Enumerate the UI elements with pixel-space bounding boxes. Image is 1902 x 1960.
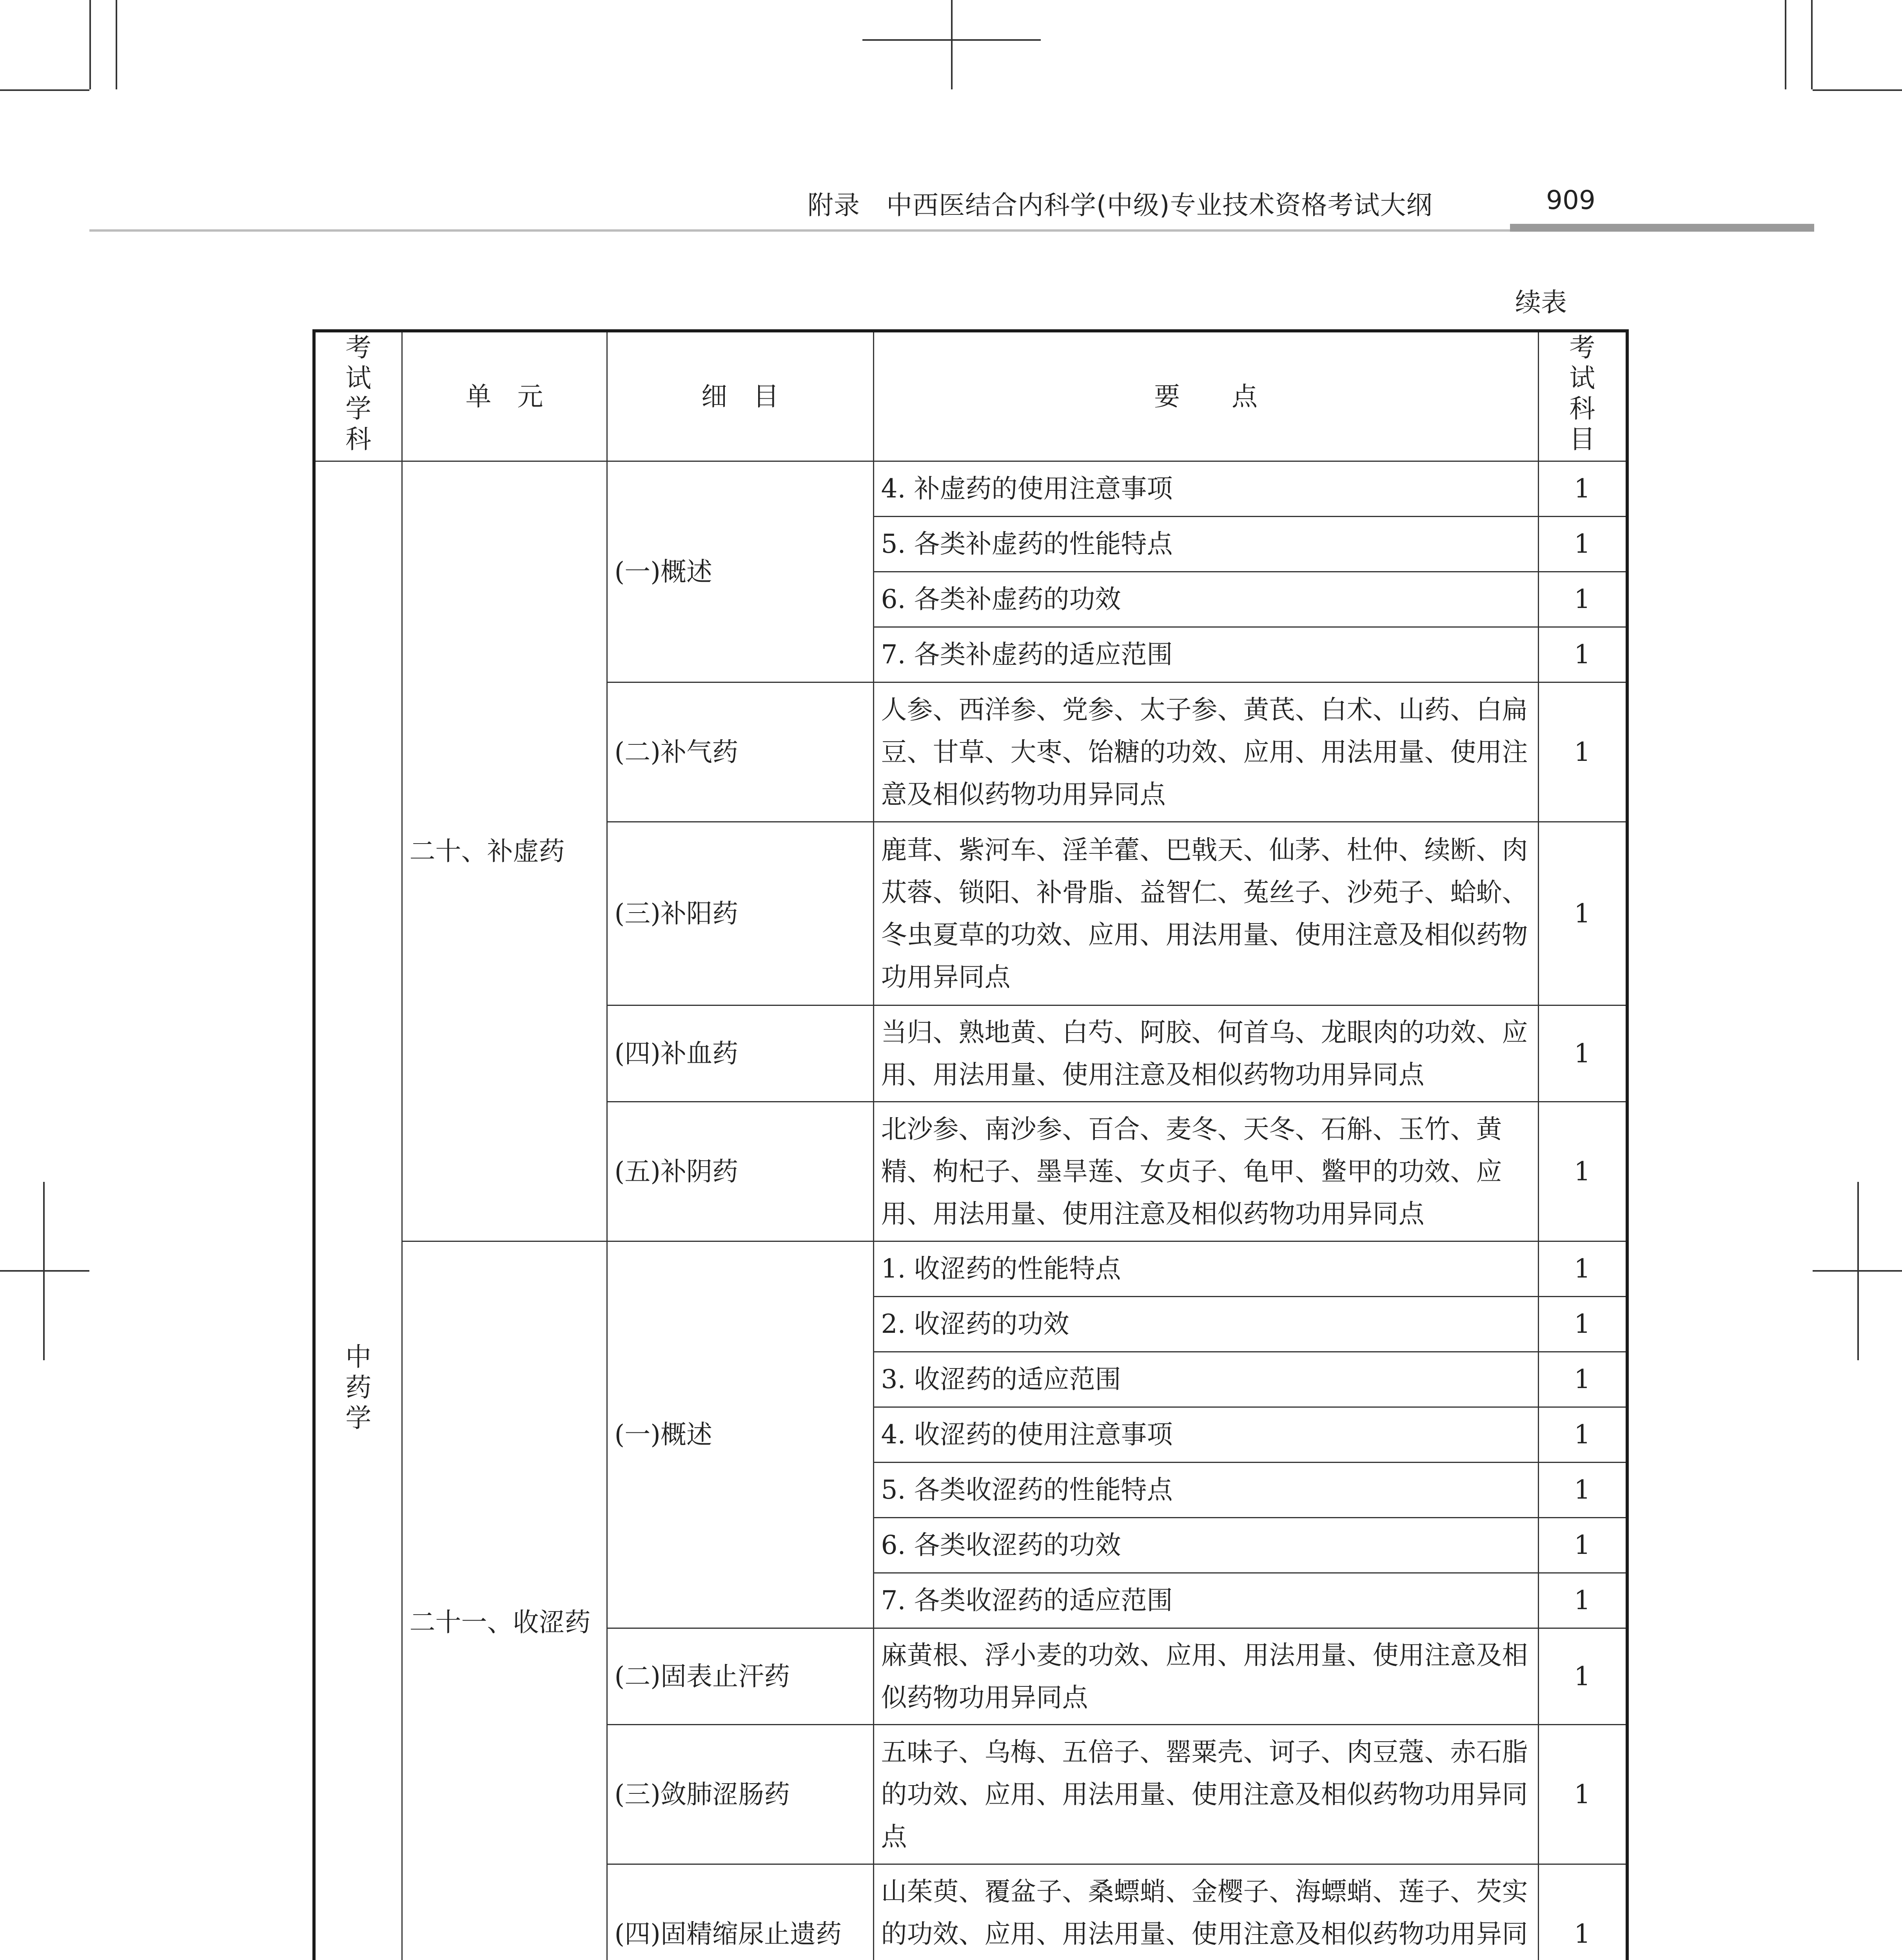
score-cell: 1: [1538, 1407, 1627, 1463]
score-cell: 1: [1538, 627, 1627, 682]
column-header-detail: 细 目: [607, 331, 873, 461]
score-cell: 1: [1538, 1864, 1627, 1960]
column-header-unit: 单 元: [402, 331, 607, 461]
point-cell: 5. 各类收涩药的性能特点: [873, 1463, 1538, 1518]
page-number: 909: [1546, 185, 1595, 215]
point-cell: 6. 各类补虚药的功效: [873, 572, 1538, 627]
point-cell: 3. 收涩药的适应范围: [873, 1352, 1538, 1407]
score-cell: 1: [1538, 517, 1627, 572]
continued-table-label: 续表: [1515, 287, 1567, 318]
detail-cell: (二)固表止汗药: [607, 1628, 873, 1725]
point-cell: 山茱萸、覆盆子、桑螵蛸、金樱子、海螵蛸、莲子、芡实的功效、应用、用法用量、使用注意及相似药物功用异同: [873, 1864, 1538, 1960]
running-header-title: 附录 中西医结合内科学(中级)专业技术资格考试大纲: [808, 190, 1433, 220]
column-header-exam: 考试科目: [1538, 331, 1627, 461]
score-cell: 1: [1538, 682, 1627, 822]
detail-cell: (四)补血药: [607, 1005, 873, 1102]
detail-cell: (五)补阴药: [607, 1102, 873, 1241]
point-cell: 北沙参、南沙参、百合、麦冬、天冬、石斛、玉竹、黄精、枸杞子、墨旱莲、女贞子、龟甲、鳖甲的功效、应用、用法用量、使用注意及相似药物功用异同点: [873, 1102, 1538, 1241]
point-cell: 鹿茸、紫河车、淫羊藿、巴戟天、仙茅、杜仲、续断、肉苁蓉、锁阳、补骨脂、益智仁、菟丝子、沙苑子、蛤蚧、冬虫夏草的功效、应用、用法用量、使用注意及相似药物功用异同点: [873, 822, 1538, 1005]
header-rule-accent: [1510, 224, 1814, 232]
point-cell: 五味子、乌梅、五倍子、罂粟壳、诃子、肉豆蔻、赤石脂的功效、应用、用法用量、使用注意及相似药物功用异同点: [873, 1725, 1538, 1864]
point-cell: 6. 各类收涩药的功效: [873, 1518, 1538, 1573]
detail-cell: (四)固精缩尿止遗药: [607, 1864, 873, 1960]
score-cell: 1: [1538, 1005, 1627, 1102]
point-cell: 5. 各类补虚药的性能特点: [873, 517, 1538, 572]
detail-cell: (一)概述: [607, 461, 873, 682]
detail-cell: (三)补阳药: [607, 822, 873, 1005]
syllabus-table: [312, 329, 1629, 1960]
detail-cell: (三)敛肺涩肠药: [607, 1725, 873, 1864]
score-cell: 1: [1538, 1297, 1627, 1352]
point-cell: 7. 各类收涩药的适应范围: [873, 1573, 1538, 1628]
subject-cell: 中药学: [314, 461, 402, 1960]
score-cell: 1: [1538, 1463, 1627, 1518]
score-cell: 1: [1538, 572, 1627, 627]
point-cell: 4. 收涩药的使用注意事项: [873, 1407, 1538, 1463]
point-cell: 7. 各类补虚药的适应范围: [873, 627, 1538, 682]
unit-cell: 二十、补虚药: [402, 461, 607, 1241]
point-cell: 2. 收涩药的功效: [873, 1297, 1538, 1352]
score-cell: 1: [1538, 1518, 1627, 1573]
score-cell: 1: [1538, 1352, 1627, 1407]
point-cell: 当归、熟地黄、白芍、阿胶、何首乌、龙眼肉的功效、应用、用法用量、使用注意及相似药物功用异同点: [873, 1005, 1538, 1102]
unit-cell: 二十一、收涩药: [402, 1241, 607, 1960]
score-cell: 1: [1538, 1573, 1627, 1628]
table-row: [314, 461, 1627, 517]
point-cell: 4. 补虚药的使用注意事项: [873, 461, 1538, 517]
detail-cell: (一)概述: [607, 1241, 873, 1628]
table-row: [314, 1241, 1627, 1297]
score-cell: 1: [1538, 461, 1627, 517]
point-cell: 人参、西洋参、党参、太子参、黄芪、白术、山药、白扁豆、甘草、大枣、饴糖的功效、应用、用法用量、使用注意及相似药物功用异同点: [873, 682, 1538, 822]
point-cell: 麻黄根、浮小麦的功效、应用、用法用量、使用注意及相似药物功用异同点: [873, 1628, 1538, 1725]
point-cell: 1. 收涩药的性能特点: [873, 1241, 1538, 1297]
table-header-row: [314, 331, 1627, 461]
score-cell: 1: [1538, 1241, 1627, 1297]
score-cell: 1: [1538, 822, 1627, 1005]
detail-cell: (二)补气药: [607, 682, 873, 822]
score-cell: 1: [1538, 1628, 1627, 1725]
column-header-point: 要 点: [873, 331, 1538, 461]
column-header-subject: 考试学科: [314, 331, 402, 461]
score-cell: 1: [1538, 1102, 1627, 1241]
score-cell: 1: [1538, 1725, 1627, 1864]
